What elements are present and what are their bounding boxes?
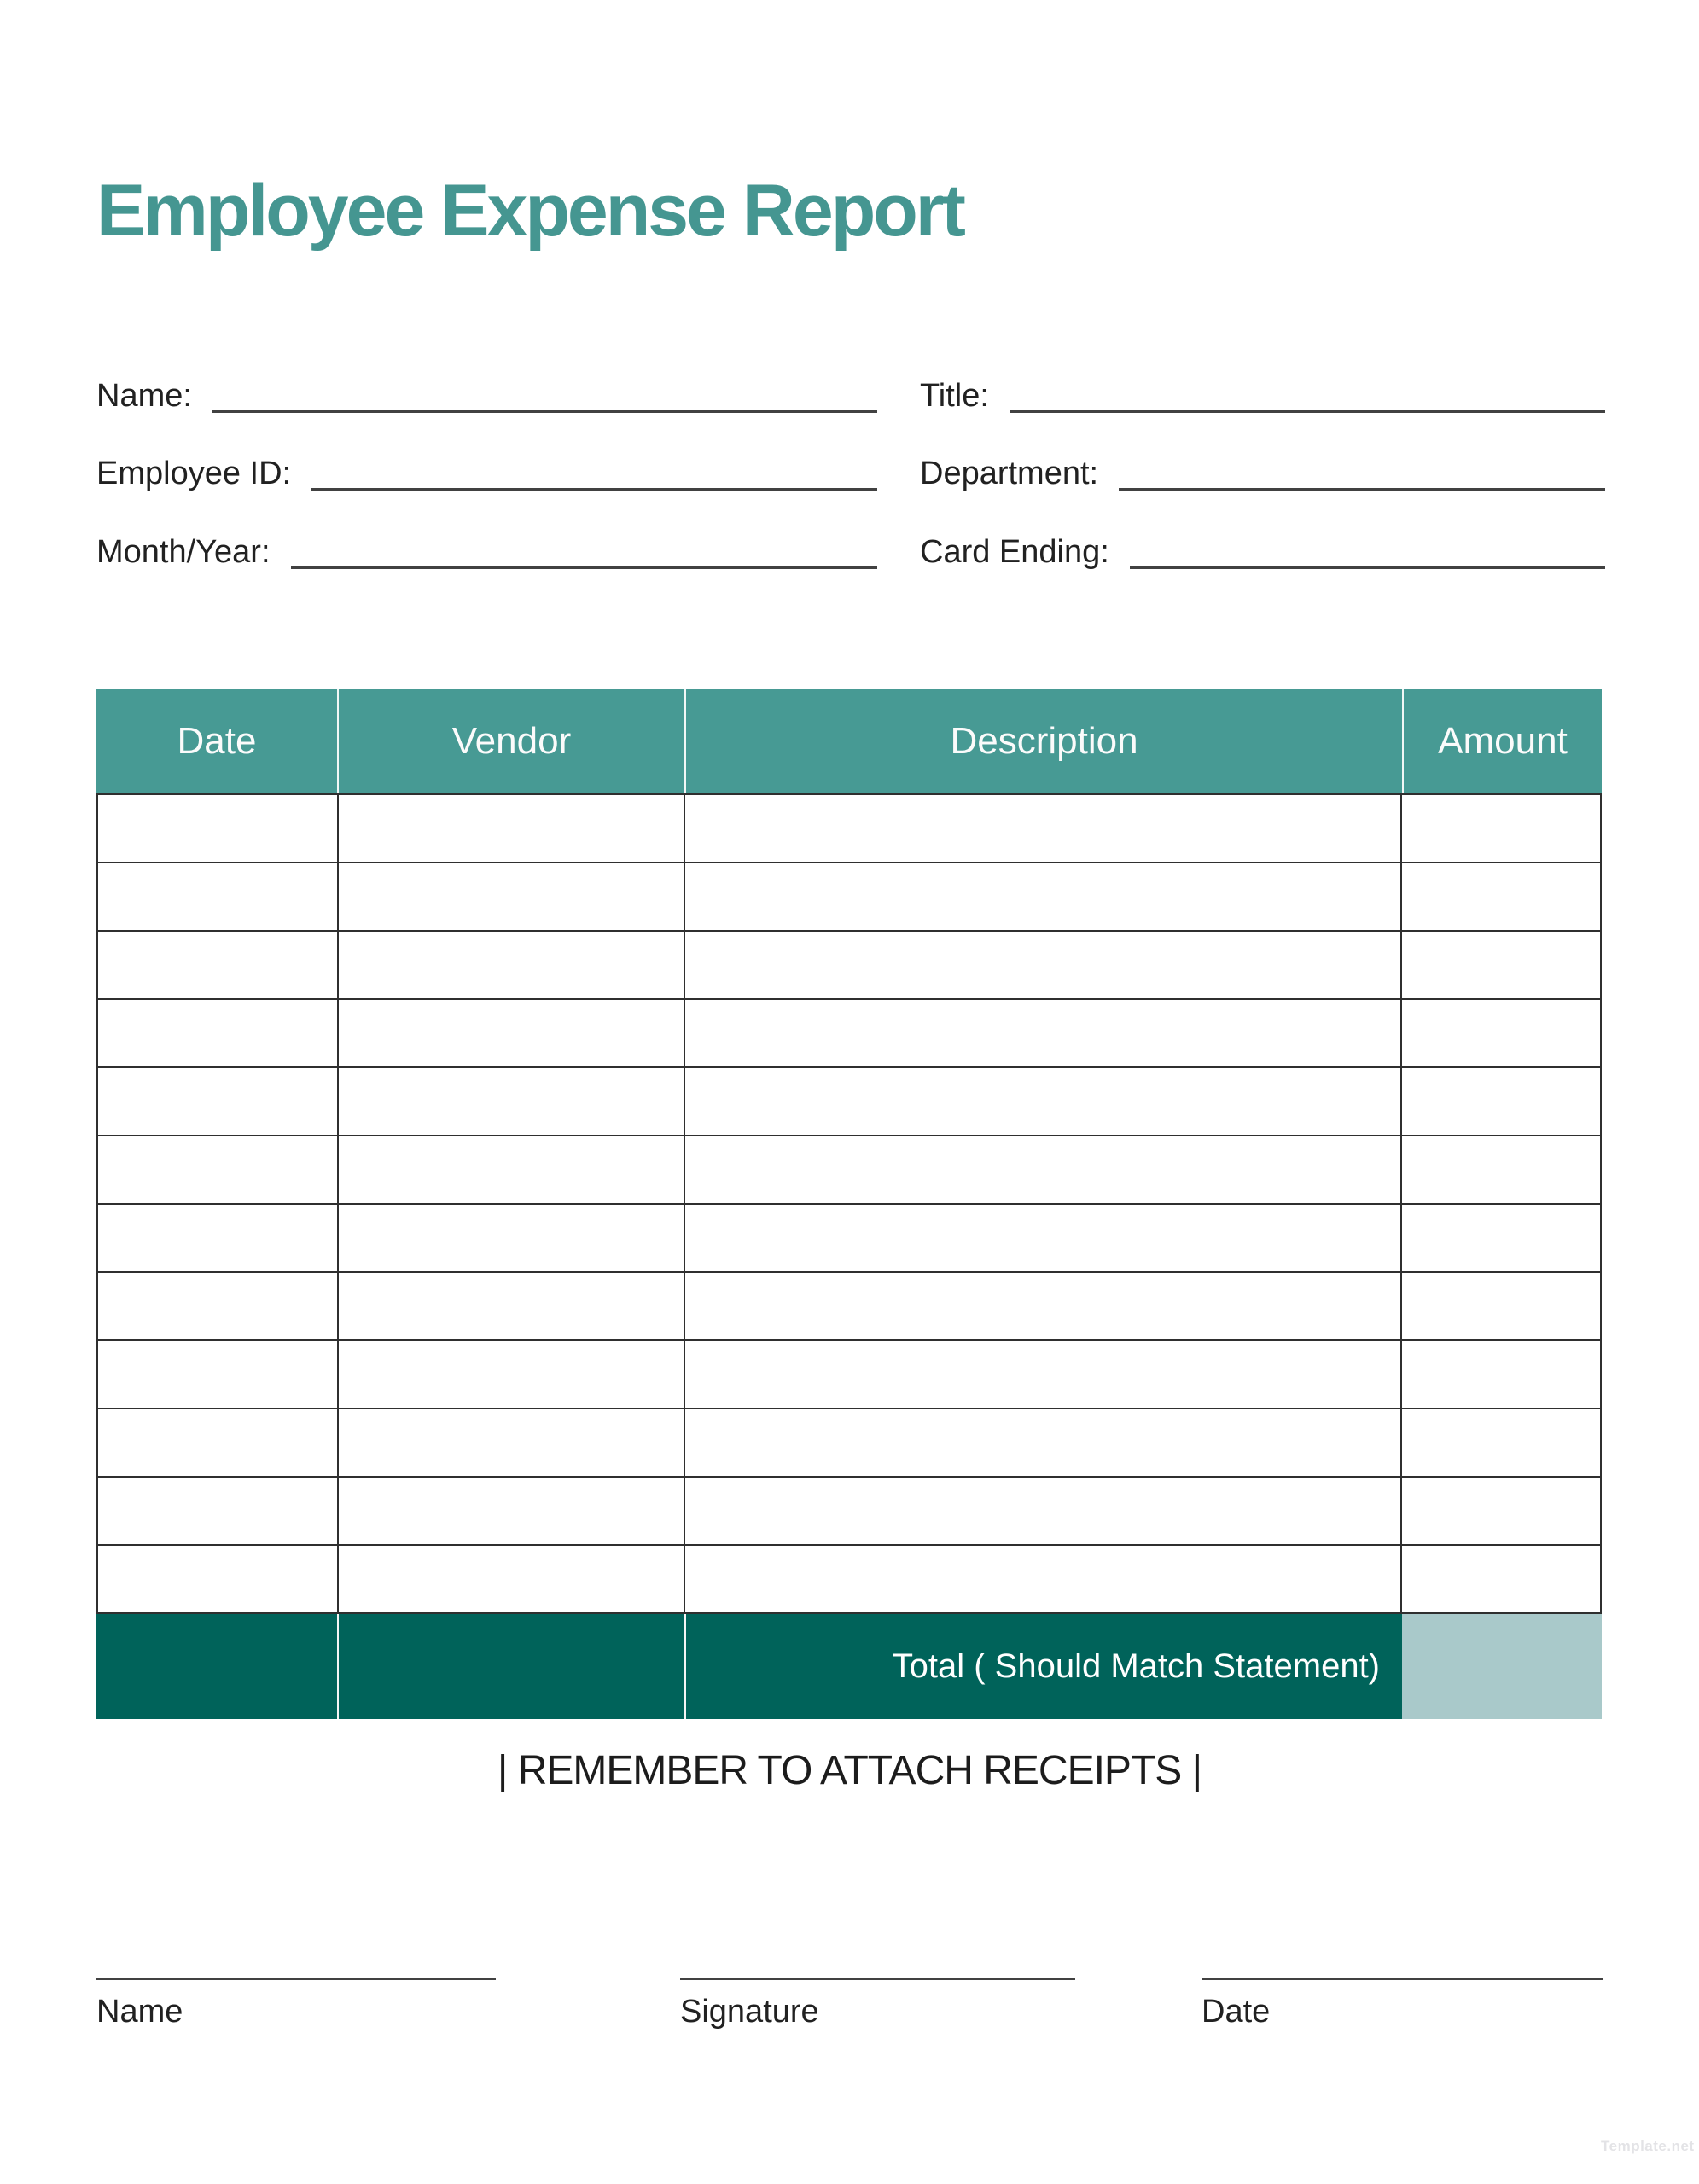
table-cell-date[interactable] bbox=[98, 1000, 339, 1068]
field-title-input-line[interactable] bbox=[1010, 374, 1605, 413]
table-cell-amount[interactable] bbox=[1402, 795, 1602, 863]
table-cell-date[interactable] bbox=[98, 795, 339, 863]
signature-block-date[interactable] bbox=[1202, 1978, 1603, 2030]
table-cell-date[interactable] bbox=[98, 1205, 339, 1273]
field-employee-id-label: Employee ID: bbox=[96, 456, 292, 491]
table-cell-amount[interactable] bbox=[1402, 1546, 1602, 1614]
table-cell-amount[interactable] bbox=[1402, 1136, 1602, 1205]
table-row bbox=[98, 863, 1602, 932]
table-cell-amount[interactable] bbox=[1402, 1068, 1602, 1136]
table-cell-amount[interactable] bbox=[1402, 1341, 1602, 1409]
signature-block-signature[interactable] bbox=[680, 1978, 1075, 2030]
table-cell-date[interactable] bbox=[98, 1546, 339, 1614]
table-cell-vendor[interactable] bbox=[339, 863, 686, 932]
field-employee-id-input-line[interactable] bbox=[311, 451, 877, 491]
table-cell-description[interactable] bbox=[685, 795, 1402, 863]
table-cell-amount[interactable] bbox=[1402, 932, 1602, 1000]
total-label: Total ( Should Match Statement) bbox=[684, 1614, 1402, 1719]
table-row bbox=[98, 1205, 1602, 1273]
table-cell-date[interactable] bbox=[98, 1478, 339, 1546]
field-employee-id bbox=[96, 451, 877, 496]
table-cell-description[interactable] bbox=[685, 863, 1402, 932]
table-cell-amount[interactable] bbox=[1402, 1478, 1602, 1546]
table-total-row bbox=[96, 1614, 1602, 1719]
total-row-date-cell bbox=[96, 1614, 337, 1719]
table-cell-date[interactable] bbox=[98, 1409, 339, 1478]
table-cell-vendor[interactable] bbox=[339, 1273, 686, 1341]
table-cell-vendor[interactable] bbox=[339, 1000, 686, 1068]
table-row bbox=[98, 1478, 1602, 1546]
table-cell-amount[interactable] bbox=[1402, 1205, 1602, 1273]
field-card-ending bbox=[920, 530, 1605, 574]
signature-name-label: Name bbox=[96, 1994, 183, 2030]
table-cell-description[interactable] bbox=[685, 1546, 1402, 1614]
table-cell-vendor[interactable] bbox=[339, 1409, 686, 1478]
signature-date-label: Date bbox=[1202, 1994, 1271, 2030]
field-month-year bbox=[96, 530, 877, 574]
column-header-vendor: Vendor bbox=[337, 689, 684, 793]
field-card-ending-label: Card Ending: bbox=[920, 534, 1109, 570]
page-title: Employee Expense Report bbox=[96, 170, 963, 252]
field-department-label: Department: bbox=[920, 456, 1099, 491]
table-cell-description[interactable] bbox=[685, 1478, 1402, 1546]
table-row bbox=[98, 1341, 1602, 1409]
table-body bbox=[96, 793, 1602, 1614]
table-cell-description[interactable] bbox=[685, 1136, 1402, 1205]
table-cell-date[interactable] bbox=[98, 1136, 339, 1205]
table-cell-amount[interactable] bbox=[1402, 1000, 1602, 1068]
field-title bbox=[920, 374, 1605, 418]
table-cell-vendor[interactable] bbox=[339, 1205, 686, 1273]
table-row bbox=[98, 1068, 1602, 1136]
table-cell-date[interactable] bbox=[98, 932, 339, 1000]
table-cell-vendor[interactable] bbox=[339, 1478, 686, 1546]
table-cell-vendor[interactable] bbox=[339, 1136, 686, 1205]
table-row bbox=[98, 1546, 1602, 1614]
attach-receipts-note: | REMEMBER TO ATTACH RECEIPTS | bbox=[497, 1748, 1202, 1793]
template-net-watermark: Template.net bbox=[1601, 2138, 1695, 2154]
field-month-year-label: Month/Year: bbox=[96, 534, 271, 570]
field-name bbox=[96, 374, 877, 418]
table-cell-description[interactable] bbox=[685, 932, 1402, 1000]
column-header-amount: Amount bbox=[1402, 689, 1602, 793]
total-row-vendor-cell bbox=[337, 1614, 684, 1719]
field-name-input-line[interactable] bbox=[212, 374, 877, 413]
table-cell-date[interactable] bbox=[98, 1068, 339, 1136]
field-month-year-input-line[interactable] bbox=[291, 530, 877, 569]
field-title-label: Title: bbox=[920, 378, 989, 414]
signature-block-name[interactable] bbox=[96, 1978, 496, 2030]
table-cell-vendor[interactable] bbox=[339, 1068, 686, 1136]
signature-signature-label: Signature bbox=[680, 1994, 819, 2030]
expense-table bbox=[96, 689, 1602, 1719]
field-department-input-line[interactable] bbox=[1119, 451, 1605, 491]
table-row bbox=[98, 932, 1602, 1000]
table-row bbox=[98, 1136, 1602, 1205]
table-cell-amount[interactable] bbox=[1402, 863, 1602, 932]
table-cell-date[interactable] bbox=[98, 863, 339, 932]
table-cell-amount[interactable] bbox=[1402, 1409, 1602, 1478]
table-header-row bbox=[96, 689, 1602, 793]
table-cell-vendor[interactable] bbox=[339, 1341, 686, 1409]
table-cell-description[interactable] bbox=[685, 1273, 1402, 1341]
column-header-date: Date bbox=[177, 720, 257, 762]
table-cell-vendor[interactable] bbox=[339, 932, 686, 1000]
table-cell-vendor[interactable] bbox=[339, 795, 686, 863]
table-cell-description[interactable] bbox=[685, 1000, 1402, 1068]
table-row bbox=[98, 795, 1602, 863]
total-amount-cell[interactable] bbox=[1402, 1614, 1602, 1719]
table-cell-amount[interactable] bbox=[1402, 1273, 1602, 1341]
table-cell-description[interactable] bbox=[685, 1409, 1402, 1478]
table-cell-vendor[interactable] bbox=[339, 1546, 686, 1614]
field-card-ending-input-line[interactable] bbox=[1130, 530, 1605, 569]
table-row bbox=[98, 1409, 1602, 1478]
table-cell-description[interactable] bbox=[685, 1341, 1402, 1409]
table-cell-date[interactable] bbox=[98, 1341, 339, 1409]
column-header-description: Description bbox=[684, 689, 1402, 793]
table-cell-description[interactable] bbox=[685, 1205, 1402, 1273]
field-name-label: Name: bbox=[96, 378, 192, 414]
field-department bbox=[920, 451, 1605, 496]
table-row bbox=[98, 1000, 1602, 1068]
table-row bbox=[98, 1273, 1602, 1341]
table-cell-date[interactable] bbox=[98, 1273, 339, 1341]
table-cell-description[interactable] bbox=[685, 1068, 1402, 1136]
